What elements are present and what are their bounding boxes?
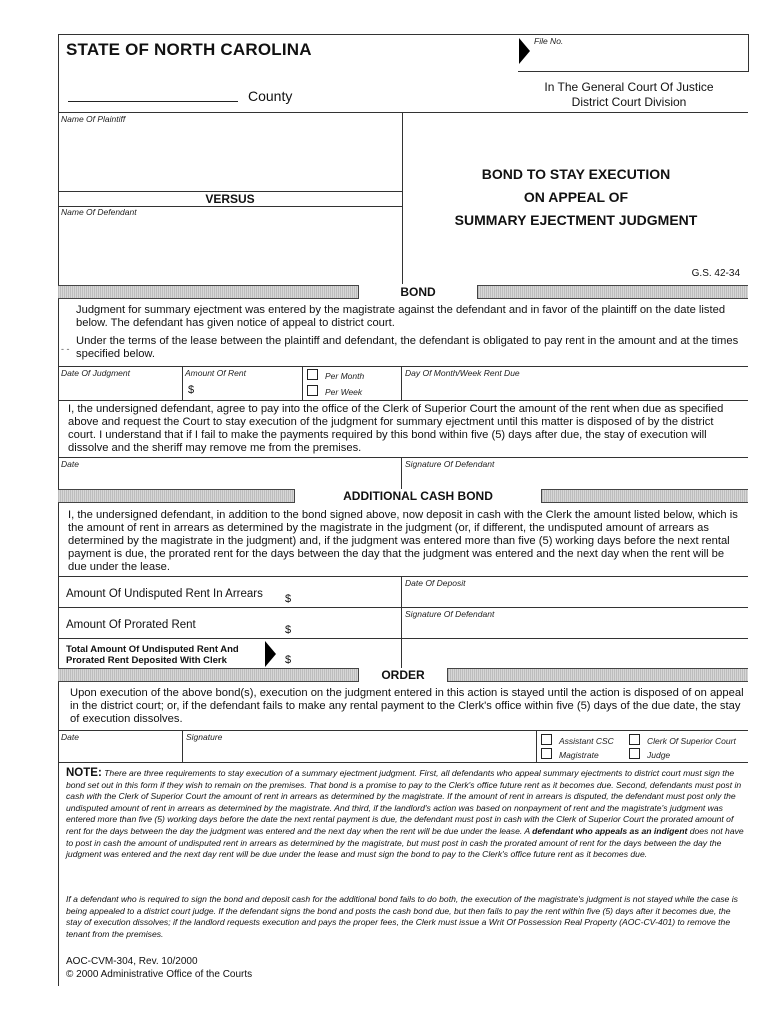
court-line1: In The General Court Of Justice xyxy=(544,80,714,94)
total-dollar: $ xyxy=(285,654,292,666)
date-of-deposit-label: Date Of Deposit xyxy=(405,578,466,588)
state-title: STATE OF NORTH CAROLINA xyxy=(66,40,312,59)
note-block xyxy=(66,768,744,861)
order-date-label: Date xyxy=(61,732,79,742)
bond-signature-label: Signature Of Defendant xyxy=(405,459,495,469)
amount-of-rent-label: Amount Of Rent xyxy=(185,368,246,378)
bond-dash-marks: - - xyxy=(61,344,70,354)
order-signature-field[interactable] xyxy=(185,743,533,760)
prorated-rent-field[interactable] xyxy=(296,617,398,635)
cash-bond-para: I, the undersigned defendant, in addition to the bond signed above, now deposit in cash with the Clerk the amount listed below, which is the amount of rent in arrears as determined by the magistrate in the judgment (or, if different, the undisputed amount of arrears as determined by the magistrate in the judgment) and, if the judgment was entered more than five (5) working days before the next rental payment is due, the prorated rent for the days between the day that the judgment was entered and the next day when the rent will be due under the lease. xyxy=(68,509,738,573)
assistant-csc-checkbox[interactable] xyxy=(541,734,552,745)
total-arrow-icon xyxy=(265,641,276,667)
date-of-judgment-field[interactable] xyxy=(60,379,180,398)
bond-para2: Under the terms of the lease between the plaintiff and defendant, the defendant is obligated to pay rent in the amount and at the times specified below. xyxy=(76,335,739,360)
prorated-rent-label: Amount Of Prorated Rent xyxy=(66,619,196,631)
form-title-line3: SUMMARY EJECTMENT JUDGMENT xyxy=(454,212,698,228)
day-due-label: Day Of Month/Week Rent Due xyxy=(405,368,520,378)
bond-date-label: Date xyxy=(61,459,79,469)
note-para2: If a defendant who is required to sign the bond and deposit cash for the additional bond fails to do both, the execution of the magistrate's judgment is not stayed while the case is being appealed to a district court judge. If the defendant signs the bond and posts the cash bond due, but then fails to pay the rent within five (5) days after it becomes due, the stay of execution dissolves; if the landlord requests execution and pays the proper fees, the Clerk must issue a Writ Of Possession Real Property (AOC-CV-401) to remove the tenant from the premises. xyxy=(66,894,738,939)
undisputed-rent-label: Amount Of Undisputed Rent In Arrears xyxy=(66,588,263,600)
per-month-checkbox[interactable] xyxy=(307,369,318,380)
per-week-label: Per Week xyxy=(325,387,363,397)
cash-signature-field[interactable] xyxy=(404,620,746,666)
cash-signature-label: Signature Of Defendant xyxy=(405,609,495,619)
bond-signature-field[interactable] xyxy=(404,470,746,487)
order-para: Upon execution of the above bond(s), execution on the judgment entered in this action is stayed until the action is disposed of on appeal in the district court; or, if the defendant fails to make any rental payment to the Clerk's office within five (5) days of the due date, the stay of execution dissolves. xyxy=(70,687,744,725)
bond-heading: BOND xyxy=(358,285,478,299)
clerk-superior-checkbox[interactable] xyxy=(629,734,640,745)
date-of-deposit-field[interactable] xyxy=(404,589,746,605)
plaintiff-field[interactable] xyxy=(60,126,400,188)
per-week-checkbox[interactable] xyxy=(307,385,318,396)
total-amount-field[interactable] xyxy=(296,645,398,665)
date-of-judgment-label: Date Of Judgment xyxy=(61,368,130,378)
total-label-line1: Total Amount Of Undisputed Rent And xyxy=(66,644,239,655)
magistrate-label: Magistrate xyxy=(559,750,599,760)
file-no-label: File No. xyxy=(534,36,564,46)
cash-bond-heading: ADDITIONAL CASH BOND xyxy=(294,489,542,503)
form-title-line2: ON APPEAL OF xyxy=(523,189,629,205)
day-due-field[interactable] xyxy=(404,379,746,398)
form-title-line1: BOND TO STAY EXECUTION xyxy=(481,166,671,182)
county-field[interactable] xyxy=(68,88,238,102)
order-signature-label: Signature xyxy=(186,732,223,742)
note-bold-text: defendant who appeals as an indigent xyxy=(532,825,688,836)
bond-para1: Judgment for summary ejectment was entered by the magistrate against the defendant and in favor of the plaintiff on the date listed below. The defendant has given notice of appeal to district court. xyxy=(76,304,726,329)
file-no-field[interactable] xyxy=(532,46,746,68)
bond-para3: I, the undersigned defendant, agree to pay into the office of the Clerk of Superior Court the amount of the rent when due as specified above and request the Court to stay execution of the judgment for summary ejectment until this matter is disposed of by the district court. I understand that if I fail to make the payments required by this bond within five (5) days after due, the stay of execution will dissolve and the sheriff may remove me from the premises. xyxy=(68,403,724,454)
magistrate-checkbox[interactable] xyxy=(541,748,552,759)
undisputed-rent-field[interactable] xyxy=(296,586,398,604)
per-month-label: Per Month xyxy=(325,371,365,381)
judge-checkbox[interactable] xyxy=(629,748,640,759)
total-label-line2: Prorated Rent Deposited With Clerk xyxy=(66,655,227,666)
prorated-dollar: $ xyxy=(285,624,292,636)
note-text2: does not have to post in cash the amount of undisputed rent in arrears as determined by the magistrate, but must post in cash the prorated amount of rent for the days between the day the judgment was entered and the next day rent will be due under the lease and must sign the bond to pay to the Clerk's office future rent as it becomes due. xyxy=(66,825,744,860)
plaintiff-label: Name Of Plaintiff xyxy=(61,114,126,124)
defendant-field[interactable] xyxy=(60,220,400,280)
form-id: AOC-CVM-304, Rev. 10/2000 xyxy=(66,956,198,967)
county-label: County xyxy=(248,88,293,104)
note-label: NOTE: xyxy=(66,767,102,779)
file-no-arrow-icon xyxy=(519,38,530,64)
assistant-csc-label: Assistant CSC xyxy=(559,736,614,746)
order-heading: ORDER xyxy=(358,668,448,682)
copyright: © 2000 Administrative Office of the Courts xyxy=(66,969,253,980)
clerk-superior-label: Clerk Of Superior Court xyxy=(647,736,736,746)
statute-ref: G.S. 42-34 xyxy=(691,268,740,279)
versus-label: VERSUS xyxy=(205,192,255,206)
order-date-field[interactable] xyxy=(60,743,180,760)
amount-of-rent-field[interactable] xyxy=(198,380,298,398)
bond-date-field[interactable] xyxy=(60,470,398,487)
undisputed-dollar: $ xyxy=(285,593,292,605)
rent-dollar-sign: $ xyxy=(188,384,195,396)
note-text1: There are three requirements to stay execution of a summary ejectment judgment. First, all defendants who appeal summary ejectments to district court must sign the bond set out in this form if they wish to remain on the premises. That bond is a promise to pay to the Clerk's office future rent as it becomes due. Second, defendants must post in cash with the Clerk of Superior Court the amount of rent in arrears as determined by the magistrate. If the amount of rent in arrears is disputed, the defendant must post only the undisputed amount of rent in arrears as determined by the magistrate. And third, if the landlord's action was based on nonpayment of rent and the magistrate's judgment was entered more than five (5) working days before the date the next rental payment is due, the defendant must post in cash with the Clerk of Superior Court the prorated amount of rent for the days between the day the judgment was entered and the next day when the rent will be due under the lease. A xyxy=(66,768,742,836)
court-line2: District Court Division xyxy=(571,95,687,109)
defendant-label: Name Of Defendant xyxy=(61,207,137,217)
judge-label: Judge xyxy=(647,750,671,760)
